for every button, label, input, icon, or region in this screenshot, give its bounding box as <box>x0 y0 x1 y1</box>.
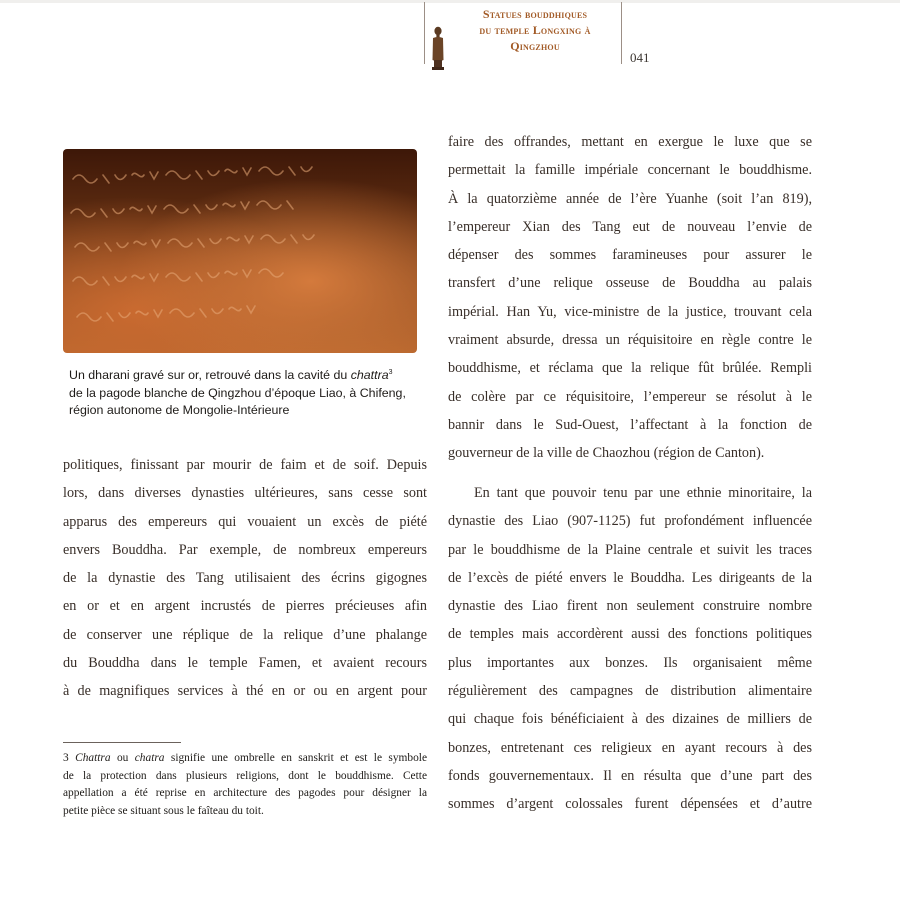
text-line: du Bouddha dans le temple Famen, et avaient recours <box>63 655 427 672</box>
caption-line: de la pagode blanche de Qingzhou d’époque Liao, à Chifeng, <box>69 385 406 400</box>
text-line: envers Bouddha. Par exemple, de nombreux empereurs <box>63 541 427 558</box>
running-header-title <box>454 6 616 54</box>
right-body-paragraph-1 <box>448 128 812 468</box>
page-number: 041 <box>630 50 650 65</box>
text-line: politiques, finissant par mourir de faim et de soif. Depuis <box>63 457 427 473</box>
text-line: qui chaque fois bénéficiaient à des dizaines de milliers de <box>448 711 812 728</box>
header-divider-right <box>621 2 622 64</box>
text-line: transfert d’une relique osseuse de Bouddha au palais <box>448 275 812 292</box>
caption-text: Un dharani gravé sur or, retrouvé dans la cavité du <box>69 368 351 383</box>
footnote-reference: 3 <box>388 369 393 376</box>
gold-dharani-photo <box>63 149 417 353</box>
text-line: fonds gouvernementaux. Il en résulta que d’une part des <box>448 767 812 784</box>
footnote-number: 3 <box>63 752 69 764</box>
header-title-line: Qingzhou <box>510 39 560 53</box>
text-line: en or et en argent incrustés de pierres précieuses afin <box>63 598 427 615</box>
text-line: dépenser des sommes faramineuses pour assurer le <box>448 247 812 264</box>
text-line: bannir dans le Sud-Ouest, l’affectant à la fonction de <box>448 416 812 433</box>
figure-caption <box>69 364 419 420</box>
text-line: apparus des empereurs qui vouaient un excès de piété <box>63 513 427 530</box>
left-body-text <box>63 451 427 706</box>
footnote-term: chatra <box>134 752 165 764</box>
text-line: de conserver une réplique de la relique d’une phalange <box>63 626 427 643</box>
header-divider-left <box>424 2 425 64</box>
footnote-rule <box>63 742 181 743</box>
text-line: à de magnifiques services à thé en or ou en argent pour <box>63 683 427 700</box>
text-line: régulièrement des campagnes de distribution alimentaire <box>448 683 812 700</box>
header-top-rule <box>0 0 900 3</box>
buddha-statue-icon <box>431 26 445 70</box>
text-line: gouverneur de la ville de Chaozhou (région de Canton). <box>448 445 765 462</box>
header-title-line: Statues bouddhiques <box>482 7 588 21</box>
text-line: À la quatorzième année de l’ère Yuanhe (soit l’an 819), <box>448 190 812 207</box>
caption-line: région autonome de Mongolie-Intérieure <box>69 403 290 418</box>
text-line: faire des offrandes, mettant en exergue le luxe que se <box>448 134 812 150</box>
text-line: dynastie des Liao firent non seulement construire nombre <box>448 598 812 615</box>
text-line: vraiment absurde, dressa un réquisitoire en règle contre le <box>448 332 812 349</box>
text-line: de la dynastie des Tang utilisaient des écrins gigognes <box>63 570 427 587</box>
text-line: lors, dans diverses dynasties ultérieures, sans cesse sont <box>63 485 427 502</box>
footnote-line: petite pièce se situant sous le faîteau du toit. <box>63 804 264 817</box>
footnote-term: Chattra <box>75 752 111 764</box>
footnote-text: signifie une ombrelle en sanskrit et est le symbole <box>164 752 428 764</box>
text-line: permettait la famille impériale concernant le bouddhisme. <box>448 162 812 179</box>
caption-term: chattra <box>350 368 389 383</box>
text-line: sommes d’argent colossales furent dépensées et d’autre <box>448 796 812 813</box>
right-body-paragraph-2 <box>448 479 812 819</box>
text-line: de l’excès de piété envers le Bouddha. Les dirigeants de la <box>448 569 812 586</box>
footnote-text: ou <box>110 752 135 764</box>
footnote-line: de la protection dans plusieurs religions, dont le bouddhisme. Cette <box>63 769 427 782</box>
text-line: En tant que pouvoir tenu par une ethnie minoritaire, la <box>474 485 812 501</box>
text-line: par le bouddhisme de la Plaine centrale et suivit les traces <box>448 541 812 558</box>
text-line: de temples mais accordèrent aussi des fonctions politiques <box>448 626 812 643</box>
header-title-line: du temple Longxing à <box>479 23 591 37</box>
text-line: l’empereur Xian des Tang eut de nouveau l’envie de <box>448 218 812 235</box>
text-line: bouddhisme, et réclama que la relique fût brûlée. Rempli <box>448 360 812 377</box>
footnote-line: appellation a été reprise en architecture des pagodes pour désigner la <box>63 787 427 800</box>
footnote <box>63 750 427 820</box>
text-line: de colère par ce réquisitoire, l’empereur se résolut à le <box>448 388 812 405</box>
text-line: dynastie des Liao (907-1125) fut profondément influencée <box>448 513 812 530</box>
text-line: bonzes, entretenant ces religieux en ayant recours à des <box>448 739 812 756</box>
engraved-script-rows <box>63 149 417 353</box>
text-line: plus importantes aux bonzes. Ils organisaient même <box>448 654 812 671</box>
text-line: impérial. Han Yu, vice-ministre de la justice, trouvant cela <box>448 303 812 320</box>
